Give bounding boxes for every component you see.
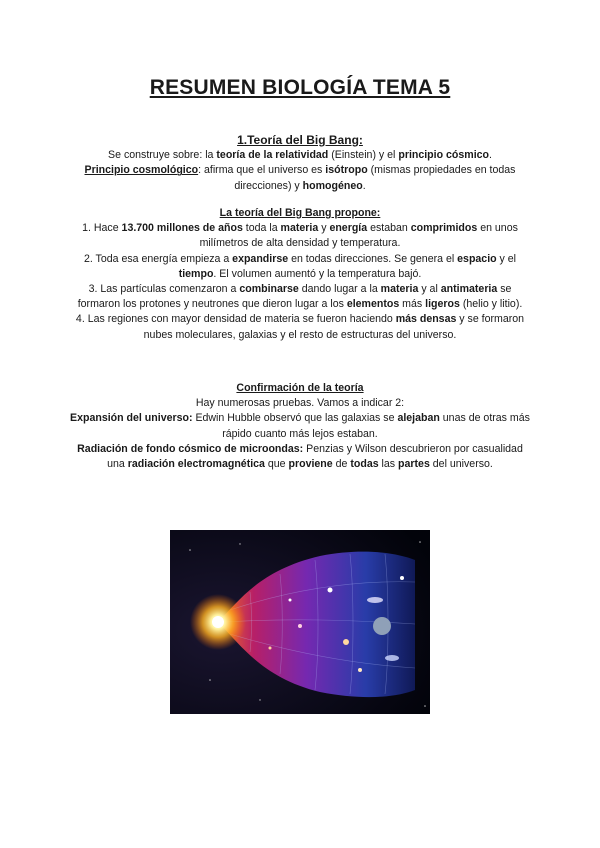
- text-run: Penzias y Wilson descubrieron por casualidad una: [107, 442, 523, 471]
- section-heading: La teoría del Big Bang propone:: [219, 207, 381, 219]
- bold-term: comprimidos: [410, 222, 478, 235]
- bold-term: alejaban: [397, 412, 440, 425]
- text-run: más: [399, 298, 426, 311]
- text-run: (Einstein) y el: [328, 149, 399, 162]
- text-run: y se formaron nubes moleculares, galaxias y el resto de estructuras del universo.: [143, 313, 525, 341]
- text-run: 1. Hace: [82, 222, 122, 235]
- bold-term: Radiación de fondo cósmico de microondas:: [77, 442, 304, 455]
- text-run: 3. Las partículas comenzaron a: [88, 283, 240, 296]
- bold-term: partes: [398, 458, 430, 471]
- bold-term: ligeros: [425, 298, 460, 311]
- text-run: las: [378, 458, 399, 471]
- paragraph: [70, 252, 530, 282]
- bold-term: todas: [350, 458, 379, 471]
- bold-term: elementos: [346, 298, 400, 311]
- text-run: y el: [496, 252, 517, 265]
- paragraph: [70, 411, 530, 441]
- text-run: . El volumen aumentó y la temperatura bajó.: [213, 267, 422, 280]
- bold-term: combinarse: [239, 283, 299, 296]
- text-run: de: [332, 458, 351, 471]
- text-run: 4. Las regiones con mayor densidad de materia se fueron haciendo: [75, 313, 396, 326]
- section-big-bang-proposes: [70, 206, 530, 343]
- bold-term: tiempo: [178, 267, 214, 280]
- section-heading: 1.Teoría del Big Bang:: [237, 133, 363, 147]
- big-bang-expansion-illustration: [170, 530, 430, 714]
- section-big-bang-theory: [70, 133, 530, 194]
- paragraph: [70, 163, 530, 193]
- text-run: toda la: [242, 222, 281, 235]
- text-run: en unos milímetros de alta densidad y temperatura.: [199, 222, 518, 250]
- section-heading: Confirmación de la teoría: [236, 382, 364, 394]
- universe-expansion-image: [170, 530, 430, 714]
- bold-term: más densas: [395, 313, 457, 326]
- text-run: Se construye sobre: la: [108, 149, 217, 162]
- paragraph: [70, 221, 530, 251]
- text-run: (mismas propiedades en todas direcciones) y: [234, 164, 516, 192]
- text-run: del universo.: [429, 458, 493, 471]
- paragraph: [70, 312, 530, 342]
- bold-term: espacio: [457, 252, 497, 265]
- text-run: Edwin Hubble observó que las galaxias se: [192, 412, 398, 425]
- text-run: se formaron los protones y neutrones que dieron lugar a los: [77, 283, 512, 311]
- bold-term: teoría de la relatividad: [216, 149, 329, 162]
- text-run: estaban: [367, 222, 411, 235]
- paragraph: [70, 282, 530, 312]
- bold-term: expandirse: [232, 252, 289, 265]
- text-run: unas de otras más rápido cuanto más lejos estaban.: [222, 412, 530, 440]
- paragraph: [70, 148, 530, 163]
- text-run: .: [489, 149, 492, 162]
- paragraph: [70, 442, 530, 472]
- bold-term: 13.700 millones de años: [121, 222, 243, 235]
- bold-term: antimateria: [440, 283, 498, 296]
- bold-term: energía: [329, 222, 368, 235]
- text-run: : afirma que el universo es: [198, 164, 326, 177]
- underlined-term: Principio cosmológico: [84, 164, 199, 177]
- bold-term: principio cósmico: [398, 149, 489, 162]
- text-run: y al: [418, 283, 441, 296]
- text-run: que: [264, 458, 289, 471]
- text-run: (helio y litio).: [459, 298, 523, 311]
- singularity: [212, 616, 224, 628]
- text-run: y: [318, 222, 330, 235]
- bold-term: Expansión del universo:: [70, 412, 193, 425]
- bold-term: homogéneo: [302, 179, 363, 192]
- text-run: 2. Toda esa energía empieza a: [83, 252, 233, 265]
- bold-term: proviene: [288, 458, 333, 471]
- document-title: RESUMEN BIOLOGÍA TEMA 5: [149, 76, 451, 99]
- bold-term: radiación electromagnética: [127, 458, 265, 471]
- bold-term: materia: [280, 222, 319, 235]
- text-run: en todas direcciones. Se genera el: [288, 252, 458, 265]
- text-run: .: [362, 179, 366, 192]
- planet: [373, 617, 391, 635]
- section-confirmation: [70, 381, 530, 472]
- paragraph: Hay numerosas pruebas. Vamos a indicar 2:: [195, 397, 405, 410]
- bold-term: materia: [380, 283, 419, 296]
- text-run: dando lugar a la: [298, 283, 381, 296]
- bold-term: isótropo: [325, 164, 368, 177]
